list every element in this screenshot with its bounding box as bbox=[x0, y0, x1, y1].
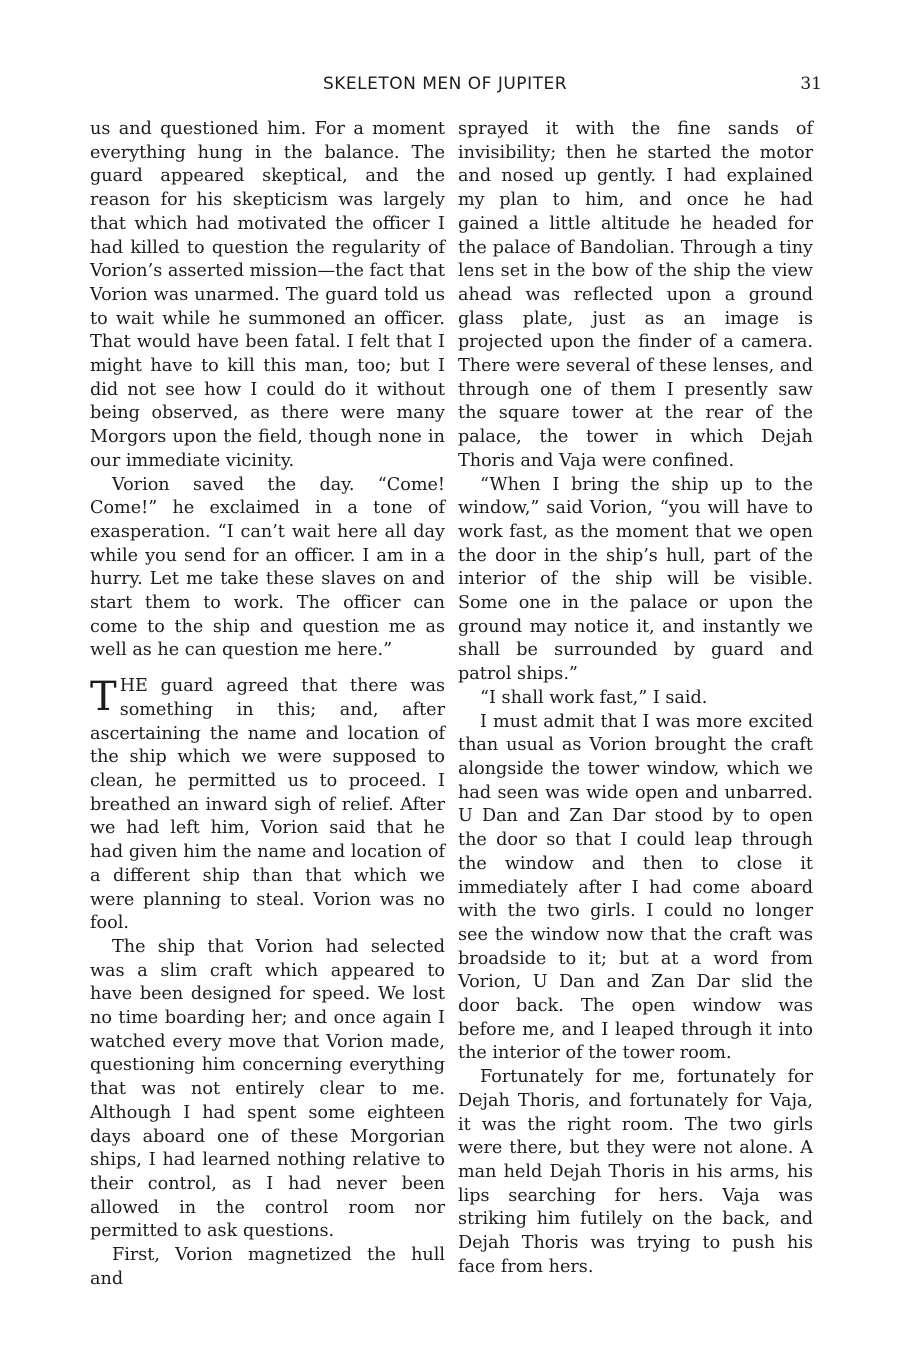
right-column bbox=[458, 118, 813, 1279]
paragraph: “When I bring the ship up to the window,” said Vorion, “you will have to work fast, as the moment that we open the door in the ship’s hull, part of the interior of the ship will be visible. Some one in the palace or upon the ground may notice it, and instantly we shall be surrounded by guard and patrol ships.” bbox=[458, 474, 813, 685]
drop-cap: T bbox=[90, 674, 117, 721]
running-head bbox=[0, 74, 900, 98]
paragraph: sprayed it with the fine sands of invisibility; then he started the motor and nosed up gently. I had explained my plan to him, and once he had gained a little altitude he headed for the palace of Bandolian. Through a tiny lens set in the bow of the ship the view ahead was reflected upon a ground glass plate, just as an image is projected upon the finder of a camera. There were several of these lenses, and through one of them I presently saw the square tower at the rear of the palace, the tower in which Dejah Thoris and Vaja were confined. bbox=[458, 119, 813, 471]
left-column bbox=[90, 118, 445, 1291]
page-number: 31 bbox=[800, 74, 822, 94]
section-start bbox=[90, 675, 445, 936]
paragraph: The ship that Vorion had selected was a slim craft which appeared to have been designed for speed. We lost no time boarding her; and once again I watched every move that Vorion made, questioning him concerning everything that was not entirely clear to me. Although I had spent some eighteen days aboard one of these Morgorian ships, I had learned nothing relative to their control, as I had never been allowed in the control room nor permitted to ask questions. bbox=[90, 936, 445, 1242]
paragraph: “I shall work fast,” I said. bbox=[480, 687, 708, 708]
paragraph: Fortunately for me, fortunately for Dejah Thoris, and fortunately for Vaja, it was the right room. The two girls were there, but they were not alone. A man held Dejah Thoris in his arms, his lips searching for hers. Vaja was striking him futilely on the back, and Dejah Thoris was trying to push his face from hers. bbox=[458, 1067, 813, 1277]
running-title: SKELETON MEN OF JUPITER bbox=[322, 74, 568, 94]
paragraph: I must admit that I was more excited than usual as Vorion brought the craft alongside the tower window, which we had seen was wide open and unbarred. U Dan and Zan Dar stood by to open the door so that I could leap through the window and then to close it immediately after I had come aboard with the two girls. I could no longer see the window now that the craft was broadside to it; but at a word from Vorion, U Dan and Zan Dar slid the door back. The open window was before me, and I leaped through it into the interior of the tower room. bbox=[458, 711, 813, 1064]
paragraph: Vorion saved the day. “Come! Come!” he exclaimed in a tone of exasperation. “I can’t wait here all day while you send for an officer. I am in a hurry. Let me take these slaves on and start them to work. The officer can come to the ship and question me as well as he can question me here.” bbox=[90, 474, 445, 661]
paragraph: HE guard agreed that there was something in this; and, after ascertaining the name and location of the ship which we were supposed to clean, he permitted us to proceed. I breathed an inward sigh of relief. After we had left him, Vorion said that he had given him the name and location of a different ship than that which we were planning to steal. Vorion was no fool. bbox=[90, 676, 445, 934]
paragraph: First, Vorion magnetized the hull and bbox=[90, 1245, 445, 1289]
paragraph: us and questioned him. For a moment everything hung in the balance. The guard appeared skeptical, and the reason for his skepticism was largely that which had motivated the officer I had killed to question the regularity of Vorion’s asserted mission—the fact that Vorion was unarmed. The guard told us to wait while he summoned an officer. That would have been fatal. I felt that I might have to kill this man, too; but I did not see how I could do it without being observed, as there were many Morgors upon the field, though none in our immediate vicinity. bbox=[90, 119, 445, 471]
